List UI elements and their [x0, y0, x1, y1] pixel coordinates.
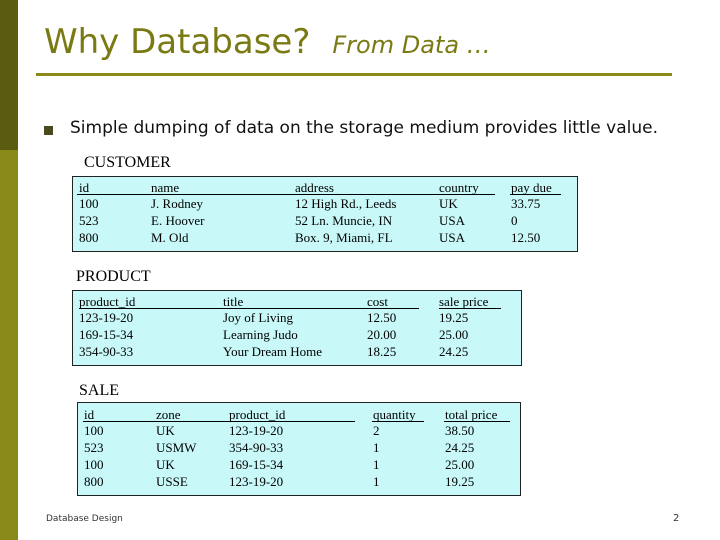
customer-cell: Box. 9, Miami, FL [295, 230, 393, 245]
title-main: Why Database? [44, 22, 311, 62]
product-cell: Joy of Living [223, 310, 294, 325]
sale-caption: SALE [79, 382, 119, 399]
customer-cell: USA [439, 230, 466, 245]
customer-col-paydue [511, 179, 552, 246]
sale-cell: 1 [373, 457, 380, 472]
sale-header-quantity: quantity [373, 407, 416, 422]
sale-header-totalprice: total price [445, 407, 498, 422]
customer-col-address [295, 179, 396, 246]
bullet-text: Simple dumping of data on the storage medium provides little value. [70, 118, 658, 138]
sale-table [77, 402, 521, 496]
title-subtitle: From Data … [332, 31, 491, 59]
customer-table [72, 176, 578, 252]
title-rule [36, 73, 672, 76]
bullet-icon [44, 126, 53, 135]
customer-cell: 33.75 [511, 196, 541, 211]
sale-cell: 100 [84, 457, 104, 472]
sale-cell: 169-15-34 [229, 457, 284, 472]
sale-cell: 1 [373, 474, 380, 489]
slide-title [44, 22, 491, 62]
product-col-id [79, 293, 135, 360]
customer-cell: 100 [79, 196, 99, 211]
sale-cell: 523 [84, 440, 104, 455]
sale-cell: 25.00 [445, 457, 475, 472]
sale-cell: 19.25 [445, 474, 475, 489]
sale-col-quantity [373, 406, 416, 490]
product-header-cost: cost [367, 294, 388, 309]
product-cell: 12.50 [367, 310, 397, 325]
product-cell: 19.25 [439, 310, 469, 325]
sale-cell: UK [156, 423, 175, 438]
customer-cell: 12 High Rd., Leeds [295, 196, 397, 211]
customer-header-id: id [79, 180, 90, 195]
customer-cell: 12.50 [511, 230, 541, 245]
product-header-title: title [223, 294, 244, 309]
customer-header-paydue: pay due [511, 180, 552, 195]
sale-col-totalprice [445, 406, 497, 490]
sale-cell: UK [156, 457, 175, 472]
page-number: 2 [673, 513, 680, 524]
sale-header-underline [83, 421, 355, 422]
sale-cell: 100 [84, 423, 104, 438]
sale-cell: USSE [156, 474, 188, 489]
customer-cell: J. Rodney [151, 196, 203, 211]
sale-cell: 354-90-33 [229, 440, 284, 455]
customer-col-id [79, 179, 99, 246]
customer-cell: 52 Ln. Muncie, IN [295, 213, 393, 228]
sale-cell: 38.50 [445, 423, 475, 438]
product-cell: 169-15-34 [79, 327, 134, 342]
product-caption: PRODUCT [76, 268, 151, 285]
sale-cell: 1 [373, 440, 380, 455]
product-cell: 24.25 [439, 344, 469, 359]
product-cell: 18.25 [367, 344, 397, 359]
product-cell: 20.00 [367, 327, 397, 342]
customer-cell: USA [439, 213, 466, 228]
customer-header-address: address [295, 180, 334, 195]
customer-cell: 0 [511, 213, 518, 228]
customer-cell: 800 [79, 230, 99, 245]
sale-cell: 800 [84, 474, 104, 489]
product-header-id: product_id [79, 294, 136, 309]
customer-header-country: country [439, 180, 479, 195]
customer-caption: CUSTOMER [84, 154, 171, 171]
product-cell: Learning Judo [223, 327, 298, 342]
product-cell: 123-19-20 [79, 310, 134, 325]
customer-cell: UK [439, 196, 458, 211]
customer-col-name [151, 179, 204, 246]
sale-header-productid: product_id [229, 407, 286, 422]
sale-header-zone: zone [156, 407, 181, 422]
sale-cell: 123-19-20 [229, 474, 284, 489]
sale-cell: 24.25 [445, 440, 475, 455]
product-cell: Your Dream Home [223, 344, 323, 359]
product-cell: 354-90-33 [79, 344, 134, 359]
footer-label: Database Design [46, 514, 123, 524]
sale-col-id [84, 406, 104, 490]
customer-header-name: name [151, 180, 180, 195]
product-col-saleprice [439, 293, 488, 360]
customer-header-underline [77, 194, 495, 195]
sale-cell: 2 [373, 423, 380, 438]
product-header-saleprice: sale price [439, 294, 489, 309]
customer-col-country [439, 179, 479, 246]
customer-cell: E. Hoover [151, 213, 205, 228]
sidebar-bar [0, 0, 18, 540]
product-col-cost [367, 293, 396, 360]
sale-cell: USMW [156, 440, 197, 455]
product-cell: 25.00 [439, 327, 469, 342]
customer-cell: M. Old [151, 230, 189, 245]
sale-col-productid [229, 406, 285, 490]
product-table [72, 290, 522, 366]
sale-cell: 123-19-20 [229, 423, 284, 438]
product-col-title [223, 293, 322, 360]
customer-cell: 523 [79, 213, 99, 228]
sidebar-bar-dark [0, 0, 18, 150]
sale-col-zone [156, 406, 196, 490]
sale-header-id: id [84, 407, 95, 422]
